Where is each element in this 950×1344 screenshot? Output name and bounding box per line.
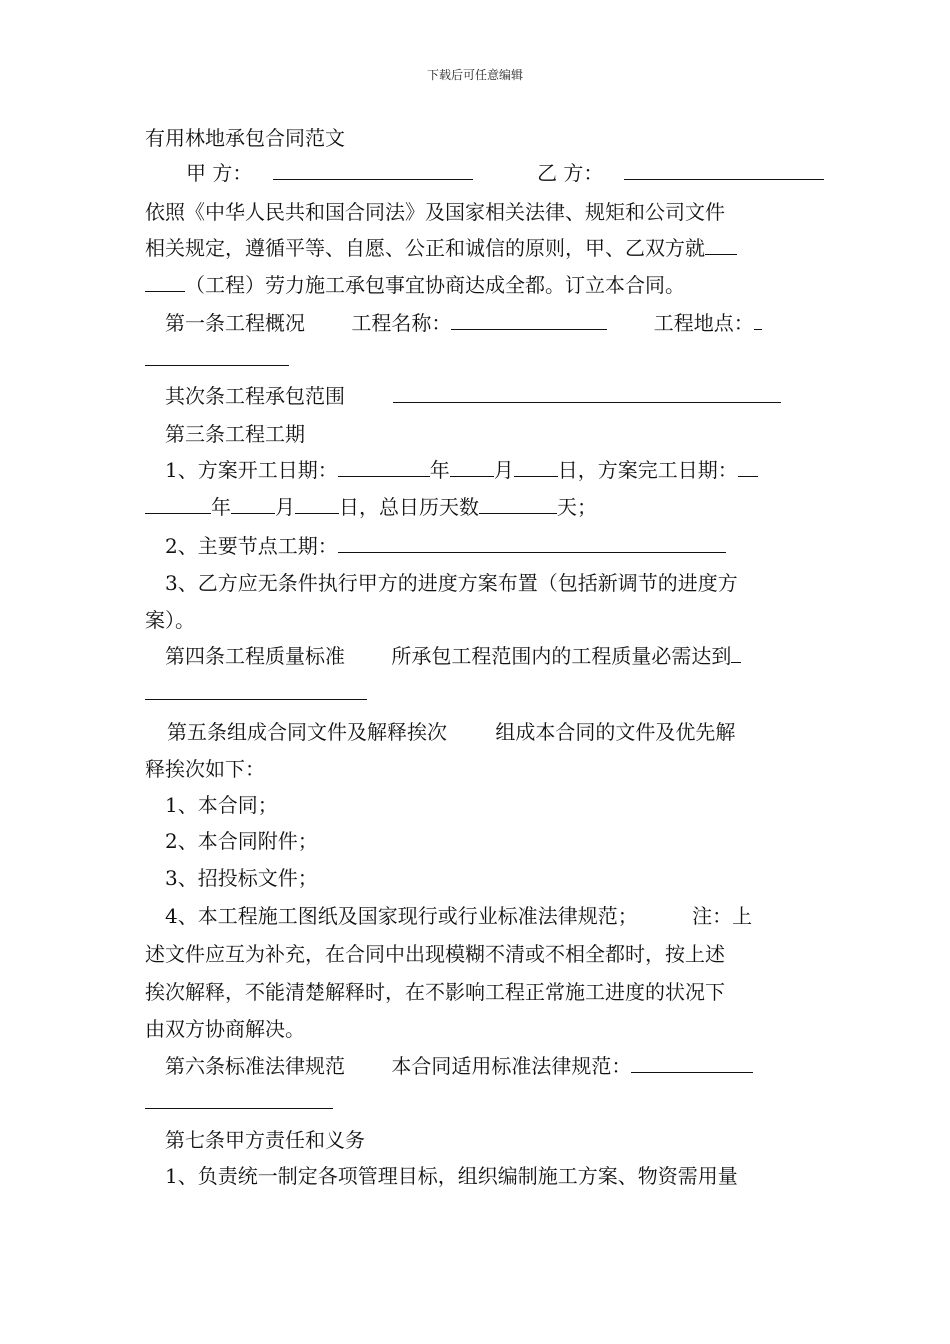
project-place-label: 工程地点： bbox=[653, 311, 754, 335]
article-6 bbox=[165, 1054, 753, 1078]
year-text-2: 年 bbox=[211, 495, 231, 519]
document-title: 有用林地承包合同范文 bbox=[145, 126, 345, 150]
article-2-title: 其次条工程承包范围 bbox=[165, 384, 345, 408]
note-line-1: 述文件应互为补充，在合同中出现模糊不清或不相全都时，按上述 bbox=[145, 942, 725, 966]
intro-text-3: （工程）劳力施工承包事宜协商达成全都。订立本合同。 bbox=[185, 273, 685, 297]
schedule-line-1 bbox=[165, 458, 758, 482]
scope-blank bbox=[393, 384, 781, 403]
list-item: 1、本合同； bbox=[165, 793, 278, 817]
article-7-title: 第七条甲方责任和义务 bbox=[165, 1128, 365, 1152]
law-label: 本合同适用标准法律规范： bbox=[391, 1054, 632, 1078]
quality-blank-b bbox=[145, 681, 367, 700]
article-3-title: 第三条工程工期 bbox=[165, 422, 305, 446]
party-a-blank bbox=[273, 161, 473, 180]
quality-text: 所承包工程范围内的工程质量必需达到 bbox=[391, 644, 732, 668]
project-place-blank-a bbox=[754, 311, 762, 330]
note-line-2: 挨次解释，不能清楚解释时，在不影响工程正常施工进度的状况下 bbox=[145, 980, 725, 1004]
project-place-cont bbox=[145, 347, 289, 371]
party-a-label: 甲 方： bbox=[186, 161, 253, 185]
list-item: 2、本合同附件； bbox=[165, 829, 318, 853]
article-4 bbox=[165, 644, 741, 668]
intro-line-2 bbox=[145, 236, 737, 260]
list-item-text: 4、本工程施工图纸及国家现行或行业标准法律规范； bbox=[165, 904, 638, 928]
end-month-blank bbox=[231, 495, 275, 514]
page-header: 下载后可任意编辑 bbox=[426, 68, 523, 82]
schedule-line-2 bbox=[145, 495, 597, 519]
law-cont bbox=[145, 1090, 333, 1114]
milestone-label: 2、主要节点工期： bbox=[165, 534, 338, 558]
schedule-line-5: 案）。 bbox=[145, 608, 195, 632]
law-blank-b bbox=[145, 1090, 333, 1109]
party-b-blank bbox=[624, 161, 824, 180]
article-4-title: 第四条工程质量标准 bbox=[165, 644, 345, 668]
month-text: 月 bbox=[493, 458, 514, 482]
month-text-2: 月 bbox=[275, 495, 295, 519]
project-name-label: 工程名称： bbox=[351, 311, 452, 335]
party-line bbox=[186, 161, 824, 185]
project-name-blank bbox=[451, 311, 607, 330]
schedule-line-3 bbox=[165, 534, 726, 558]
article-1-title: 第一条工程概况 bbox=[165, 311, 305, 335]
note-label: 注：上 bbox=[692, 904, 753, 928]
start-day-blank bbox=[514, 458, 558, 477]
article-1 bbox=[165, 311, 762, 335]
article-2 bbox=[165, 384, 781, 408]
article-5-text: 组成本合同的文件及优先解 bbox=[495, 720, 736, 744]
list-item: 3、招投标文件； bbox=[165, 866, 318, 890]
article-5 bbox=[167, 720, 735, 744]
quality-blank-a bbox=[731, 644, 741, 663]
project-blank-a bbox=[705, 236, 737, 255]
end-year-blank-b bbox=[145, 495, 211, 514]
article-5-title: 第五条组成合同文件及解释挨次 bbox=[167, 720, 447, 744]
list-item bbox=[165, 904, 752, 928]
article-5-cont: 释挨次如下： bbox=[145, 757, 265, 781]
note-line-3: 由双方协商解决。 bbox=[145, 1017, 305, 1041]
start-year-blank bbox=[338, 458, 430, 477]
schedule-line-4: 3、乙方应无条件执行甲方的进度方案布置（包括新调节的进度方 bbox=[165, 571, 738, 595]
party-b-label: 乙 方： bbox=[537, 161, 604, 185]
milestone-blank bbox=[338, 534, 726, 553]
total-days-blank bbox=[479, 495, 557, 514]
intro-text-2: 相关规定，遵循平等、自愿、公正和诚信的原则，甲、乙双方就 bbox=[145, 236, 705, 260]
start-date-label: 1、方案开工日期： bbox=[165, 458, 338, 482]
day-text: 日 bbox=[557, 458, 578, 482]
article-6-title: 第六条标准法律规范 bbox=[165, 1054, 345, 1078]
end-date-label: ，方案完工日期： bbox=[577, 458, 738, 482]
quality-cont bbox=[145, 681, 367, 705]
year-text: 年 bbox=[429, 458, 450, 482]
end-day-blank bbox=[295, 495, 339, 514]
intro-line-1: 依照《中华人民共和国合同法》及国家相关法律、规矩和公司文件 bbox=[145, 200, 725, 224]
intro-line-3 bbox=[145, 273, 685, 297]
total-days-label: 日，总日历天数 bbox=[339, 495, 479, 519]
law-blank-a bbox=[631, 1054, 753, 1073]
project-place-blank-b bbox=[145, 347, 289, 366]
start-month-blank bbox=[450, 458, 494, 477]
tian-text: 天； bbox=[557, 495, 597, 519]
article-7-item-1: 1、负责统一制定各项管理目标，组织编制施工方案、物资需用量 bbox=[165, 1164, 738, 1188]
project-blank-b bbox=[145, 273, 185, 292]
end-year-blank-a bbox=[738, 458, 758, 477]
